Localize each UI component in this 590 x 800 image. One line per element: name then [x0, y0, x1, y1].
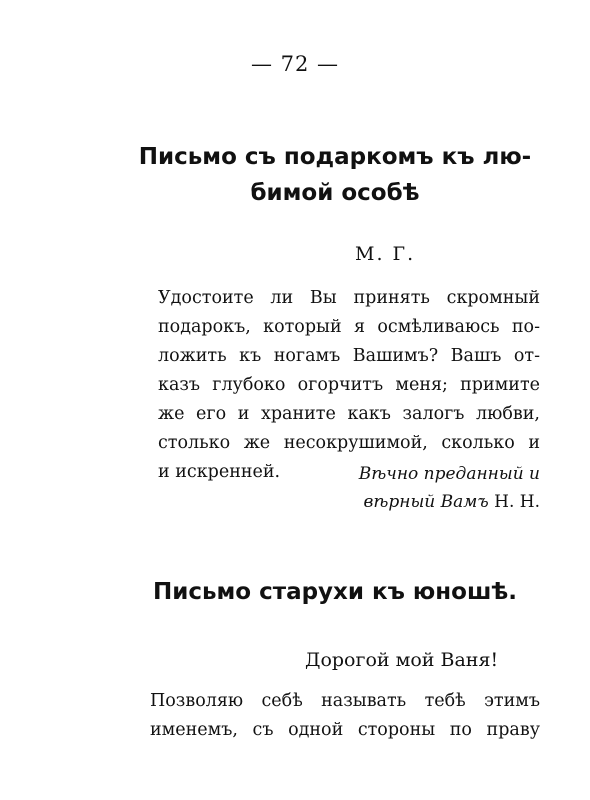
letter1-title-line: бимой особѣ	[250, 180, 420, 206]
letter1-body-line: подарокъ, который я осмѣливаюсь по-	[158, 317, 540, 337]
signature-line1: Вѣчно преданный и	[358, 464, 540, 484]
letter2-body	[150, 687, 540, 745]
letter1-body-line: казъ глубоко огорчитъ меня; примите	[158, 375, 540, 395]
page-number: — 72 —	[250, 52, 340, 76]
letter2-body-line: Позволяю себѣ называть тебѣ этимъ	[150, 691, 540, 711]
letter1-body-line: Удостоите ли Вы принять скромный	[158, 288, 540, 308]
signature-initials: Н. Н.	[494, 492, 540, 512]
letter1-salutation: М. Г.	[355, 243, 416, 265]
letter1-title-line: Письмо съ подаркомъ къ лю-	[138, 144, 532, 170]
letter1-body-line: и искренней.	[158, 462, 281, 482]
signature-line2	[359, 488, 540, 516]
letter1-body-line: столько же несокрушимой, сколько и	[158, 433, 540, 453]
letter1-body-line: же его и храните какъ залогъ любви,	[158, 404, 540, 424]
signature-closing: вѣрный Вамъ	[363, 492, 489, 512]
letter1-title	[100, 139, 570, 211]
letter2-title: Письмо старухи къ юношѣ.	[152, 579, 518, 605]
letter2-salutation: Дорогой мой Ваня!	[305, 649, 499, 671]
letter1-signature	[359, 460, 540, 516]
letter1-body	[158, 284, 540, 487]
letter2-body-line: именемъ, съ одной стороны по праву	[150, 720, 540, 740]
letter1-body-line: ложить къ ногамъ Вашимъ? Вашъ от-	[158, 346, 540, 366]
